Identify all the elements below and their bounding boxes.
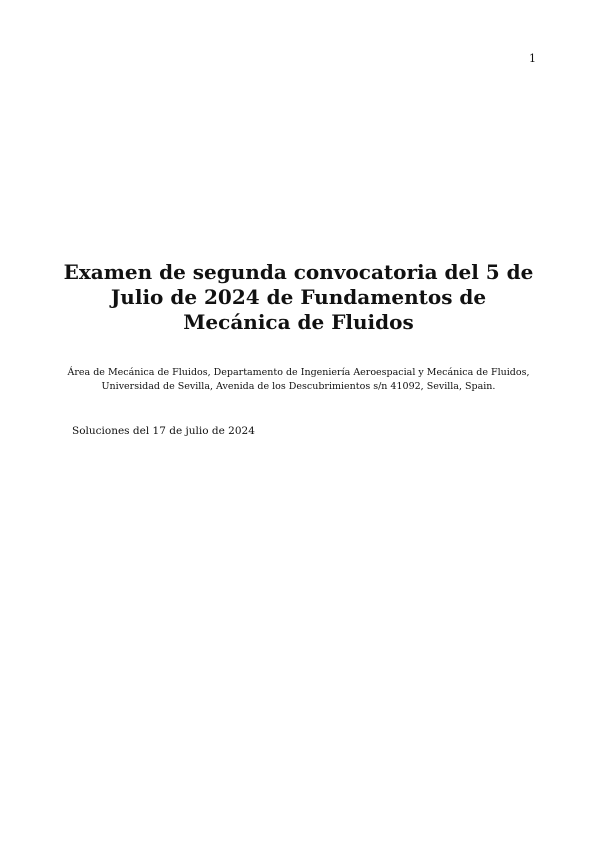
- solutions-date: Soluciones del 17 de julio de 2024: [72, 425, 255, 437]
- page-number: 1: [529, 52, 536, 65]
- paper-title: Examen de segunda convocatoria del 5 de Julio de 2024 de Fundamentos de Mecánica de Fluidos: [63, 260, 534, 334]
- affiliation-line-2: Universidad de Sevilla, Avenida de los Descubrimientos s/n 41092, Sevilla, Spain.: [101, 381, 496, 392]
- author-affiliation: [60, 366, 537, 394]
- affiliation-line-1: Área de Mecánica de Fluidos, Departamento de Ingeniería Aeroespacial y Mecánica de Fluidos,: [67, 367, 530, 378]
